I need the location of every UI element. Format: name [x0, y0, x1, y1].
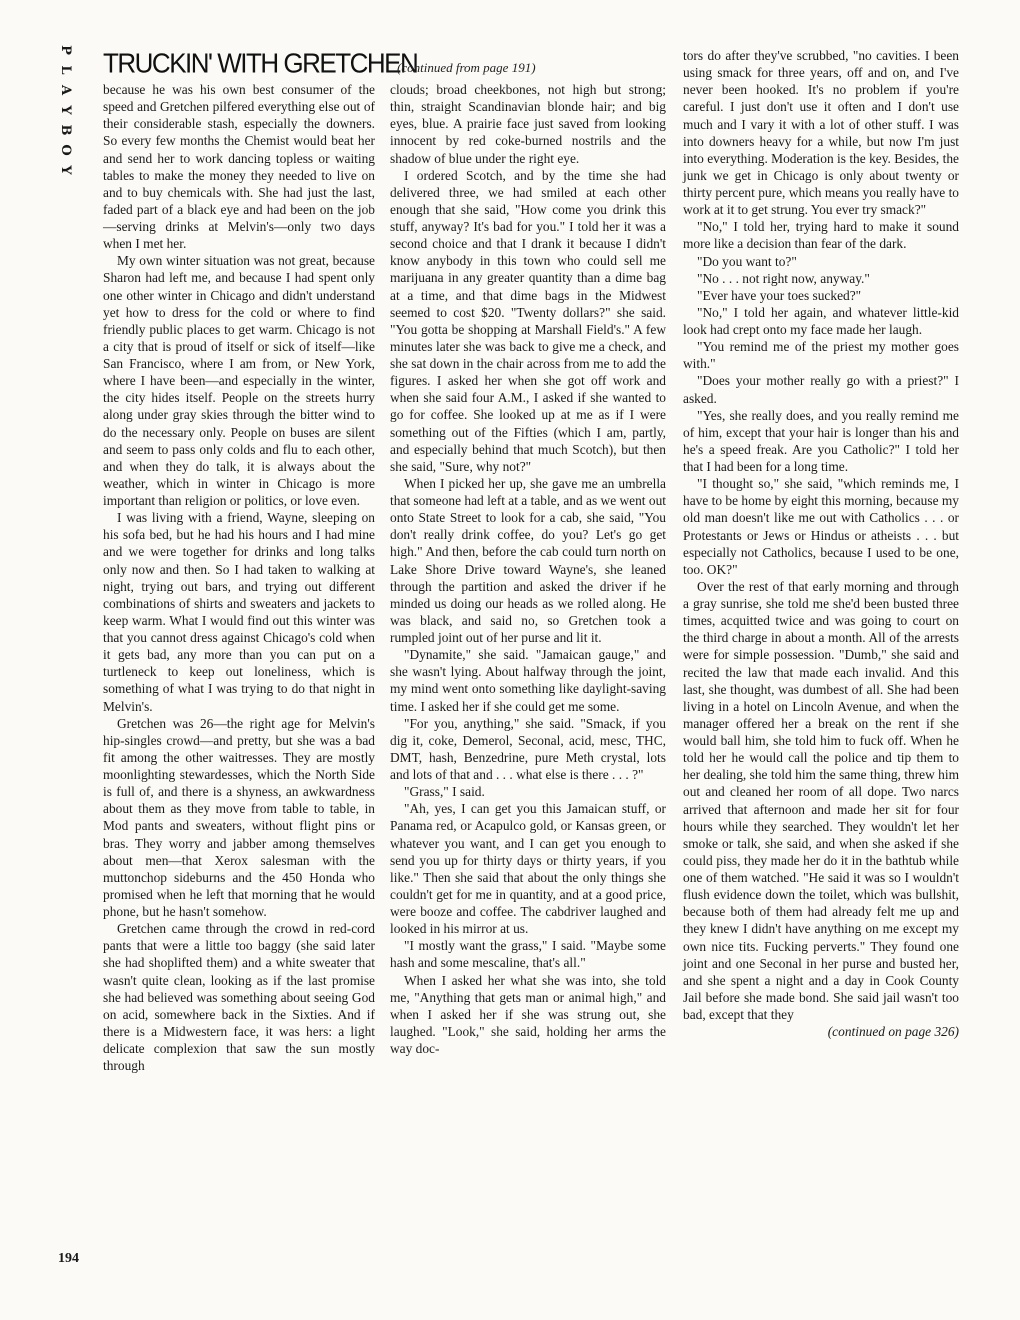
- continued-from-note: (continued from page 191): [397, 60, 536, 75]
- text-column-1: [103, 81, 375, 1074]
- masthead-letter: Y: [58, 165, 73, 175]
- paragraph: I was living with a friend, Wayne, sleeping on his sofa bed, but he had his hours and I had mine and we were together for drinks and long talks only now and then. So I had taken to walking at night, trying out bars, and trying out different combinations of shirts and sweaters and jackets to keep warm. What I would find out this winter was that you cannot dress against Chicago's cold when it gets bad, any more than you can put on a turtleneck to keep out loneliness, which is something of what I was trying to do that night in Melvin's.: [103, 510, 375, 714]
- paragraph: "Yes, she really does, and you really remind me of him, except that your hair is longer than his and he's a speed freak. Are you Catholic?" I told her that I had been for a long time.: [683, 407, 959, 474]
- paragraph: When I picked her up, she gave me an umbrella that someone had left at a table, and as we went out onto State Street to look for a cab, she said, "You don't really drink coffee, do you? Let's go get high." And then, before the cab could turn north on Lake Shore Drive toward Wayne's, she leaned through the partition and asked the driver if he minded us doing our heads as we rolled along. He was black, and said no, so Gretchen took a rumpled joint out of her purse and lit it.: [390, 475, 666, 645]
- page-number: 194: [58, 1251, 79, 1266]
- paragraph: "Grass," I said.: [404, 784, 485, 800]
- paragraph: "Does your mother really go with a priest?" I asked.: [683, 373, 959, 406]
- paragraph: I ordered Scotch, and by the time she had delivered three, we had smiled at each other enough that she said, "How come you drink this stuff, anyway? It's bad for you." I told her it was a second choice and that I drank it because I didn't know anybody in this town who could sell me marijuana in any greater quantity than a dime bag at a time, and that dime bags in the Midwest seemed to cost $20. "Twenty dollars?" she said. "You gotta be shopping at Marshall Field's." A few minutes later she was back to give me a check, and she sat down in the chair across from me to add the figures. I asked her when she got off work and when she said four A.M., I asked if she wanted to go for coffee. She looked up at me as if I were something out of the Fifties (which I am, partly, and especially behind that much Scotch), but then she said, "Sure, why not?": [390, 167, 666, 474]
- text-column-2: [390, 81, 666, 1057]
- paragraph: "I thought so," she said, "which reminds me, I have to be home by eight this morning, because my old man doesn't like me out with Catholics . . . or Protestants or Jews or Hindus or atheists . . . but especially not Catholics, because I used to be one, too. OK?": [683, 476, 959, 577]
- masthead-letter: B: [58, 124, 73, 136]
- paragraph: "No," I told her, trying hard to make it sound more like a decision than fear of the dark.: [683, 219, 959, 252]
- paragraph: My own winter situation was not great, because Sharon had left me, and because I had spent only one other winter in Chicago and didn't understand yet how to dress for the cold or where to find friendly public places to get warm. Chicago is not a city that is proud of itself or sick of itself—like San Francisco, where I am from, or New York, where I have been—and especially in the winter, the city hides itself. People on the streets hurry along under gray skies through the bitter wind to do the necessary only. People on buses are silent and seem to pass only colds and flu to each other, and when they do talk, it is always about the weather, which in winter in Chicago is more important than religion or politics, or love even.: [103, 253, 375, 508]
- magazine-masthead: [55, 40, 75, 180]
- paragraph: Gretchen came through the crowd in red-cord pants that were a little too baggy (she said later she had shoplifted them) and a white sweater that wasn't quite clean, looking as if the last promise she had believed was something about seeing God on acid, somewhere back in the Sixties. And if there is a Midwestern face, it was hers: a light delicate complexion that saw the sun mostly through: [103, 921, 375, 1074]
- paragraph: "No," I told her again, and whatever little-kid look had crept onto my face made her laugh.: [683, 304, 959, 337]
- paragraph: because he was his own best consumer of the speed and Gretchen pilfered everything else out of their considerable stash, especially the downers. So every few months the Chemist would beat her and send her to work dancing topless or waiting tables to make the money they needed to live on and to buy chemicals with. She had just the last, faded part of a black eye and had been on the job—serving drinks at Melvin's—only two days when I met her.: [103, 82, 375, 252]
- paragraph: "Dynamite," she said. "Jamaican gauge," and she wasn't lying. About halfway through the joint, my mind went onto something like daylight-saving time. I asked her if she could get me some.: [390, 647, 666, 714]
- paragraph: tors do after they've scrubbed, "no cavities. I been using smack for three years, off and on, and I've never been hooked. It's no problem if you're careful. I just don't use it often and I don't use much and I vary it with a lot of other stuff. I was into downers heavy for a while, but now I'm just into everything. Moderation is the key. Besides, the junk we get in Chicago is only about twenty or thirty percent pure, which means you really have to work at it to get strung. You ever try smack?": [683, 48, 959, 218]
- masthead-letter: A: [58, 84, 73, 96]
- paragraph: "For you, anything," she said. "Smack, if you dig it, coke, Demerol, Seconal, acid, mesc, THC, DMT, hash, Benzedrine, pure Meth crystal, lots and lots of that and . . . what else is there . . . ?": [390, 715, 666, 782]
- paragraph: "Ever have your toes sucked?": [697, 287, 862, 303]
- paragraph: "No . . . not right now, anyway.": [697, 270, 870, 286]
- paragraph: "You remind me of the priest my mother goes with.": [683, 339, 959, 372]
- masthead-letter: L: [58, 65, 73, 75]
- text-column-3: [683, 47, 959, 1040]
- paragraph: clouds; broad cheekbones, not high but strong; thin, straight Scandinavian blonde hair; and big eyes, blue. A prairie face just saved from looking innocent by red coke-burned nostrils and the shadow of blue under the right eye.: [390, 82, 666, 166]
- article-headline: TRUCKIN' WITH GRETCHEN: [103, 47, 418, 79]
- paragraph: "Do you want to?": [697, 253, 797, 269]
- paragraph: "Ah, yes, I can get you this Jamaican stuff, or Panama red, or Acapulco gold, or Kansas green, or whatever you want, and I can get you enough to send you up for thirty days or thirty years, if you like." Then she said that about the only things she couldn't get for me in quantity, and at a good price, were booze and coffee. The cabdriver laughed and looked in his mirror at us.: [390, 801, 666, 937]
- continued-on-note: (continued on page 326): [827, 1024, 959, 1040]
- paragraph: Over the rest of that early morning and through a gray sunrise, she told me she'd been busted three times, acquitted twice and was going to court on the third charge in about a month. All of the arrests were for simple possession. "Dumb," she said and recited the law that made each invalid. And this last, she thought, was dumbest of all. She had been living in a hotel on Lincoln Avenue, and when the manager offered her a break on the rent if she would ball him, she told him to fuck off. When he told her he would call the police and tip them to her dealing, she told him the same thing, threw him out and cleaned her room of all dope. Two narcs arrived that afternoon and made her sit for four hours while they searched. They wouldn't let her smoke or talk, she said, and when she asked if she could piss, they made her do it in the bathtub while one of them watched. "He said it was so I wouldn't flush evidence down the toilet, which was bullshit, because both of them had already felt me up and they knew I didn't have anything on me except my own nice tits. Fucking perverts." They found one joint and one Seconal in her purse and busted her, and she spent a night and a day in Cook County Jail before she made bond. She said jail wasn't too bad, except that they: [683, 578, 959, 1022]
- paragraph: When I asked her what she was into, she told me, "Anything that gets man or animal high," and when I asked her if she was strung out, she laughed. "Look," she said, holding her arms the way doc-: [390, 972, 666, 1056]
- paragraph: "I mostly want the grass," I said. "Maybe some hash and some mescaline, that's all.": [390, 938, 666, 971]
- paragraph: Gretchen was 26—the right age for Melvin's hip-singles crowd—and pretty, but she was a bad fit among the other waitresses. They are mostly moonlighting stewardesses, which the North Side is full of, and there is a shyness, an awkwardness about them as they move from table to table, in Mod pants and sweaters, without flight pins or bras. They worry and jabber among themselves about men—that Xerox salesman with the muttonchop sideburns and the 450 Honda who promised when he left that morning that he would phone, but he hasn't somehow.: [103, 715, 375, 919]
- masthead-letter: Y: [58, 105, 73, 115]
- masthead-letter: O: [58, 144, 73, 156]
- masthead-letter: P: [58, 45, 73, 55]
